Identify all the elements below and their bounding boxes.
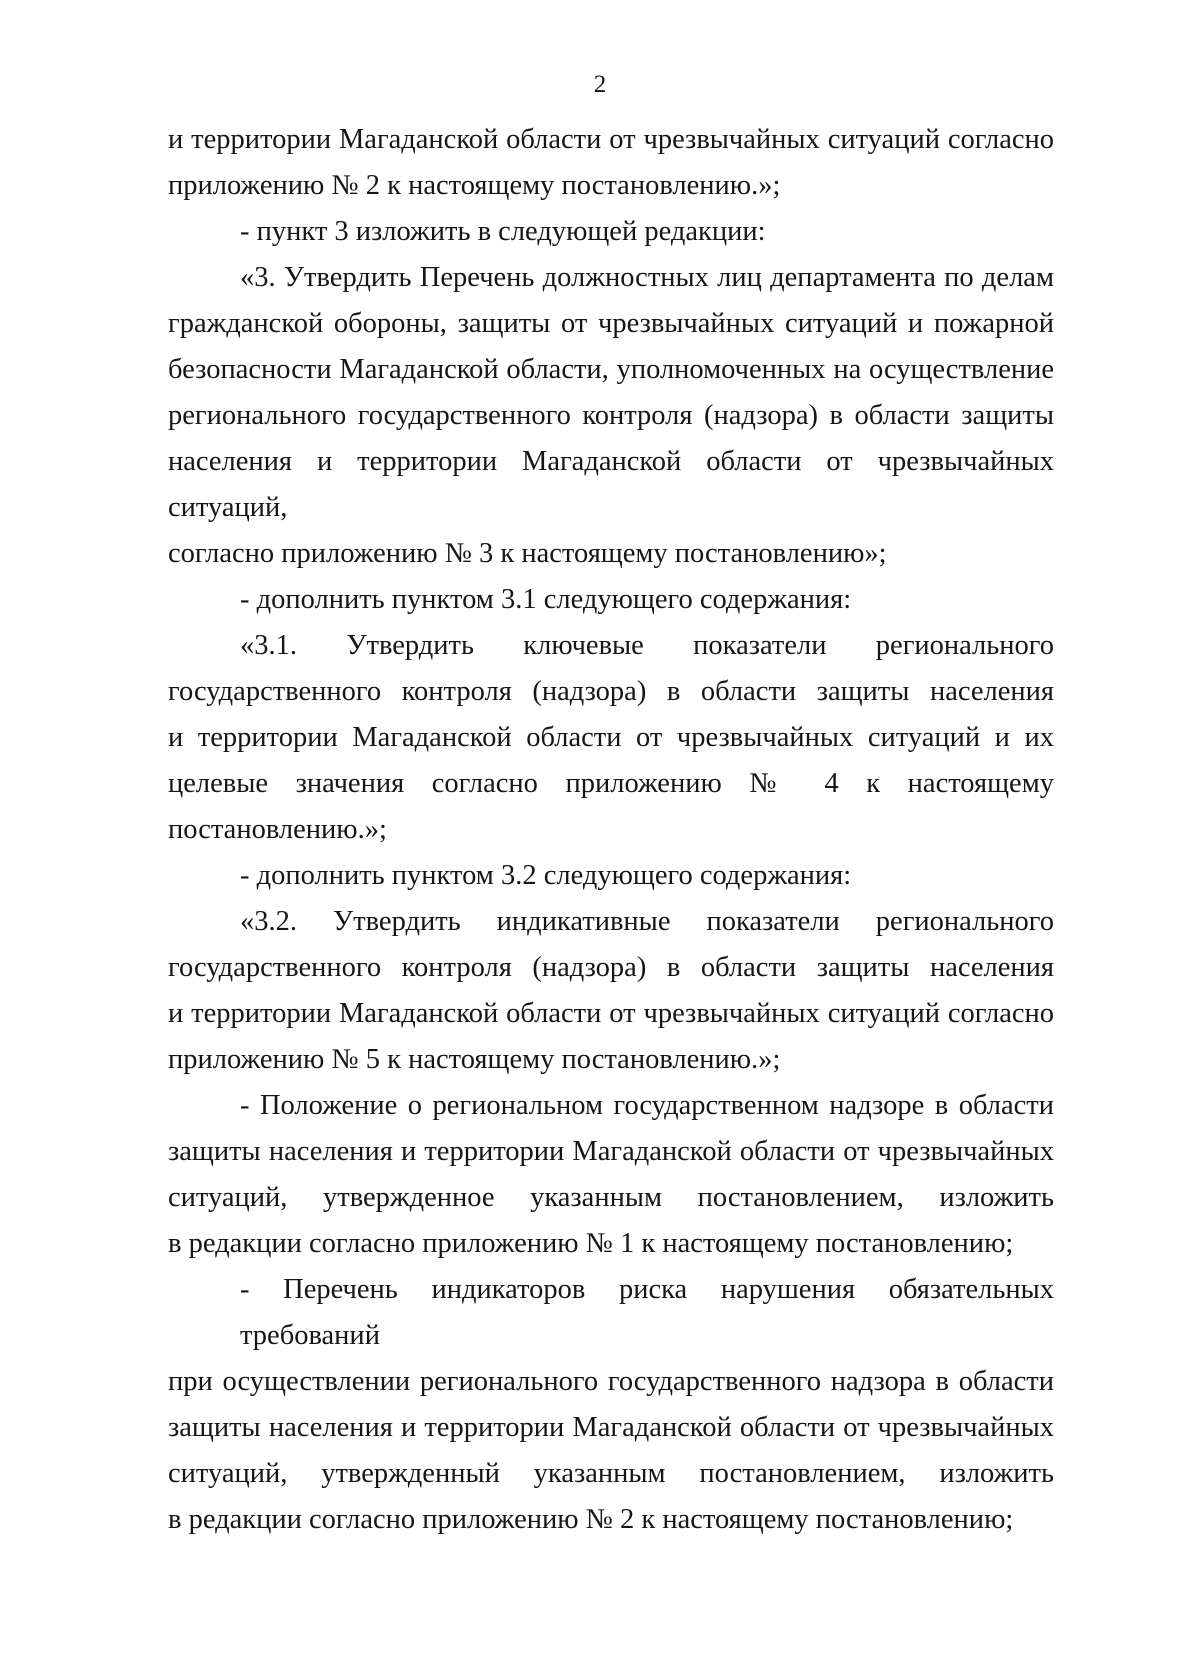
text-line: безопасности Магаданской области, уполномоченных на осуществление — [168, 354, 1054, 385]
text-line: целевые значения согласно приложению № 4 к настоящему — [168, 768, 1054, 799]
text-line: защиты населения и территории Магаданской области от чрезвычайных — [168, 1412, 1054, 1443]
text-line: приложению № 2 к настоящему постановлению.»; — [168, 170, 781, 201]
text-line: «3.1. Утвердить ключевые показатели регионального — [240, 630, 1054, 661]
text-line: - дополнить пунктом 3.1 следующего содержания: — [240, 584, 852, 615]
text-line: - Перечень индикаторов риска нарушения обязательных требований — [240, 1274, 1054, 1351]
text-line: - Положение о региональном государственном надзоре в области — [240, 1090, 1054, 1121]
text-line: государственного контроля (надзора) в области защиты населения — [168, 952, 1054, 983]
paragraph-regulation — [168, 1083, 1054, 1267]
paragraph-item-3-2-instruction — [168, 853, 1054, 899]
text-line: гражданской обороны, защиты от чрезвычайных ситуаций и пожарной — [168, 308, 1054, 339]
text-line: и территории Магаданской области от чрезвычайных ситуаций согласно — [168, 124, 1054, 155]
text-line: регионального государственного контроля (надзора) в области защиты — [168, 400, 1054, 431]
text-line: ситуаций, утвержденное указанным постановлением, изложить — [168, 1182, 1054, 1213]
paragraph-item-3-1-text — [168, 623, 1054, 853]
paragraph-risk-indicators — [168, 1267, 1054, 1543]
paragraph-item-3-2-text — [168, 899, 1054, 1083]
text-line: - пункт 3 изложить в следующей редакции: — [240, 216, 766, 247]
document-body — [168, 117, 1054, 1543]
page-number: 2 — [593, 71, 607, 98]
text-line: государственного контроля (надзора) в области защиты населения — [168, 676, 1054, 707]
paragraph-item-3-1-instruction — [168, 577, 1054, 623]
paragraph-continuation — [168, 117, 1054, 209]
text-line: приложению № 5 к настоящему постановлению.»; — [168, 1044, 781, 1075]
paragraph-item-3-text — [168, 255, 1054, 577]
text-line: - дополнить пунктом 3.2 следующего содержания: — [240, 860, 852, 891]
text-line: населения и территории Магаданской области от чрезвычайных ситуаций, — [168, 446, 1054, 523]
text-line: ситуаций, утвержденный указанным постановлением, изложить — [168, 1458, 1054, 1489]
paragraph-item-3-instruction — [168, 209, 1054, 255]
text-line: «3.2. Утвердить индикативные показатели регионального — [240, 906, 1054, 937]
text-line: защиты населения и территории Магаданской области от чрезвычайных — [168, 1136, 1054, 1167]
text-line: постановлению.»; — [168, 814, 387, 845]
text-line: при осуществлении регионального государственного надзора в области — [168, 1366, 1054, 1397]
text-line: в редакции согласно приложению № 1 к настоящему постановлению; — [168, 1228, 1014, 1259]
text-line: в редакции согласно приложению № 2 к настоящему постановлению; — [168, 1504, 1014, 1535]
text-line: и территории Магаданской области от чрезвычайных ситуаций согласно — [168, 998, 1054, 1029]
text-line: согласно приложению № 3 к настоящему постановлению»; — [168, 538, 887, 569]
text-line: и территории Магаданской области от чрезвычайных ситуаций и их — [168, 722, 1054, 753]
text-line: «3. Утвердить Перечень должностных лиц департамента по делам — [240, 262, 1054, 293]
